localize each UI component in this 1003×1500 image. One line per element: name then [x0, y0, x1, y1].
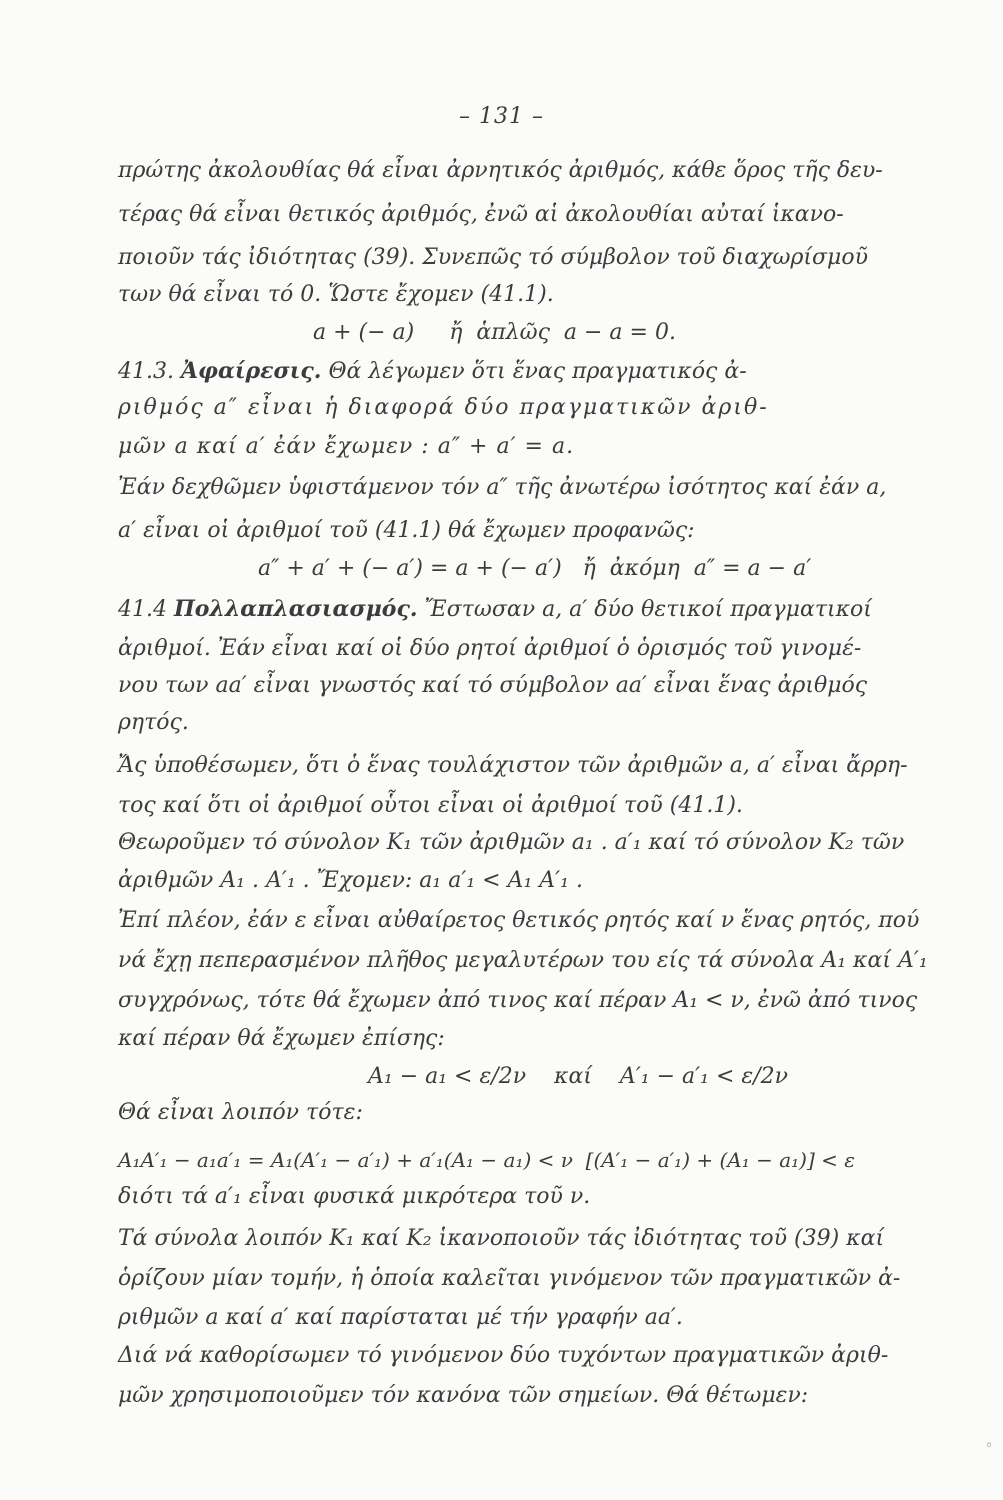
text-line: συγχρόνως, τότε θά ἔχωμεν ἀπό τινος καί πέραν A₁ < ν, ἐνῶ ἀπό τινος	[118, 988, 918, 1013]
text-line: ρητός.	[118, 710, 189, 735]
section-heading: Πολλαπλασιασμός.	[173, 596, 418, 622]
text-line: μῶν a καί a′ ἐάν ἔχωμεν : a″ + a′ = a.	[118, 434, 575, 459]
text-line: καί πέραν θά ἔχωμεν ἐπίσης:	[118, 1026, 445, 1051]
text-line: Διά νά καθορίσωμεν τό γινόμενον δύο τυχόντων πραγματικῶν ἀριθ-	[118, 1343, 889, 1368]
text-line: τος καί ὅτι οἱ ἀριθμοί οὗτοι εἶναι οἱ ἀριθμοί τοῦ (41.1).	[118, 793, 743, 818]
equation-line: A₁A′₁ − a₁a′₁ = A₁(A′₁ − a′₁) + a′₁(A₁ − a₁) < ν [(A′₁ − a′₁) + (A₁ − a₁)] < ε	[118, 1148, 855, 1172]
text-line: ποιοῦν τάς ἰδιότητας (39). Συνεπῶς τό σύμβολον τοῦ διαχωρίσμοῦ	[118, 245, 868, 270]
text-line: Ἄς ὑποθέσωμεν, ὅτι ὁ ἕνας τουλάχιστον τῶν ἀριθμῶν a, a′ εἶναι ἄρρη-	[118, 753, 908, 778]
equation-line: a + (− a) ἤ ἁπλῶς a − a = 0.	[313, 320, 676, 345]
text-line: πρώτης ἀκολουθίας θά εἶναι ἀρνητικός ἀριθμός, κάθε ὅρος τῆς δευ-	[118, 158, 883, 183]
equation-line: a″ + a′ + (− a′) = a + (− a′) ἤ ἀκόμη a″ = a − a′	[258, 556, 812, 581]
section-number: 41.3.	[118, 359, 174, 384]
text-line: διότι τά a′₁ εἶναι φυσικά μικρότερα τοῦ ν.	[118, 1184, 591, 1209]
equation-line: A₁ − a₁ < ε/2ν καί A′₁ − a′₁ < ε/2ν	[368, 1064, 788, 1089]
text-line: νου των aa′ εἶναι γνωστός καί τό σύμβολον aa′ εἶναι ἕνας ἀριθμός	[118, 673, 868, 698]
text-line: Ἐπί πλέον, ἐάν ε εἶναι αὐθαίρετος θετικός ρητός καί ν ἕνας ρητός, πού	[118, 908, 920, 933]
section-heading-line: 41.3. Ἀφαίρεσις. Θά λέγωμεν ὅτι ἕνας πραγματικός ἀ-	[118, 358, 747, 384]
text-line: Θεωροῦμεν τό σύνολον K₁ τῶν ἀριθμῶν a₁ . a′₁ καί τό σύνολον K₂ τῶν	[118, 830, 905, 855]
text-line: νά ἔχῃ πεπερασμένον πλῆθος μεγαλυτέρων του είς τά σύνολα A₁ καί A′₁	[118, 948, 928, 973]
text-line: ἀριθμῶν A₁ . A′₁ . Ἔχομεν: a₁ a′₁ < A₁ A′₁ .	[118, 868, 583, 893]
text-line: ριθμῶν a καί a′ καί παρίσταται μέ τήν γραφήν aa′.	[118, 1305, 683, 1330]
text-line: μῶν χρησιμοποιοῦμεν τόν κανόνα τῶν σημείων. Θά θέτωμεν:	[118, 1383, 809, 1408]
text-line: των θά εἶναι τό 0. Ὥστε ἔχομεν (41.1).	[118, 282, 554, 307]
section-number: 41.4	[118, 597, 167, 622]
text-line: Ἐάν δεχθῶμεν ὑφιστάμενον τόν a″ τῆς ἀνωτέρω ἰσότητος καί ἐάν a,	[118, 475, 887, 500]
text-line: Θά εἶναι λοιπόν τότε:	[118, 1100, 363, 1125]
section-heading-line: 41.4 Πολλαπλασιασμός. Ἔστωσαν a, a′ δύο θετικοί πραγματικοί	[118, 596, 872, 622]
text-line: ὁρίζουν μίαν τομήν, ἡ ὁποία καλεῖται γινόμενον τῶν πραγματικῶν ἀ-	[118, 1266, 901, 1291]
page-number: – 131 –	[459, 104, 544, 129]
section-heading: Ἀφαίρεσις.	[180, 358, 322, 384]
text-line: Τά σύνολα λοιπόν K₁ καί K₂ ἱκανοποιοῦν τάς ἰδιότητας τοῦ (39) καί	[118, 1226, 885, 1251]
text-line: a′ εἶναι οἱ ἀριθμοί τοῦ (41.1) θά ἔχωμεν προφανῶς:	[118, 518, 695, 543]
scan-mark: ◦	[985, 1438, 994, 1454]
text-line: ριθμός a″ εἶναι ἡ διαφορά δύο πραγματικῶν ἀριθ-	[118, 395, 769, 420]
text-line: ἀριθμοί. Ἐάν εἶναι καί οἱ δύο ρητοί ἀριθμοί ὁ ὁρισμός τοῦ γινομέ-	[118, 636, 862, 661]
text-line: τέρας θά εἶναι θετικός ἀριθμός, ἐνῶ αἱ ἀκολουθίαι αὐταί ἱκανο-	[118, 202, 844, 227]
